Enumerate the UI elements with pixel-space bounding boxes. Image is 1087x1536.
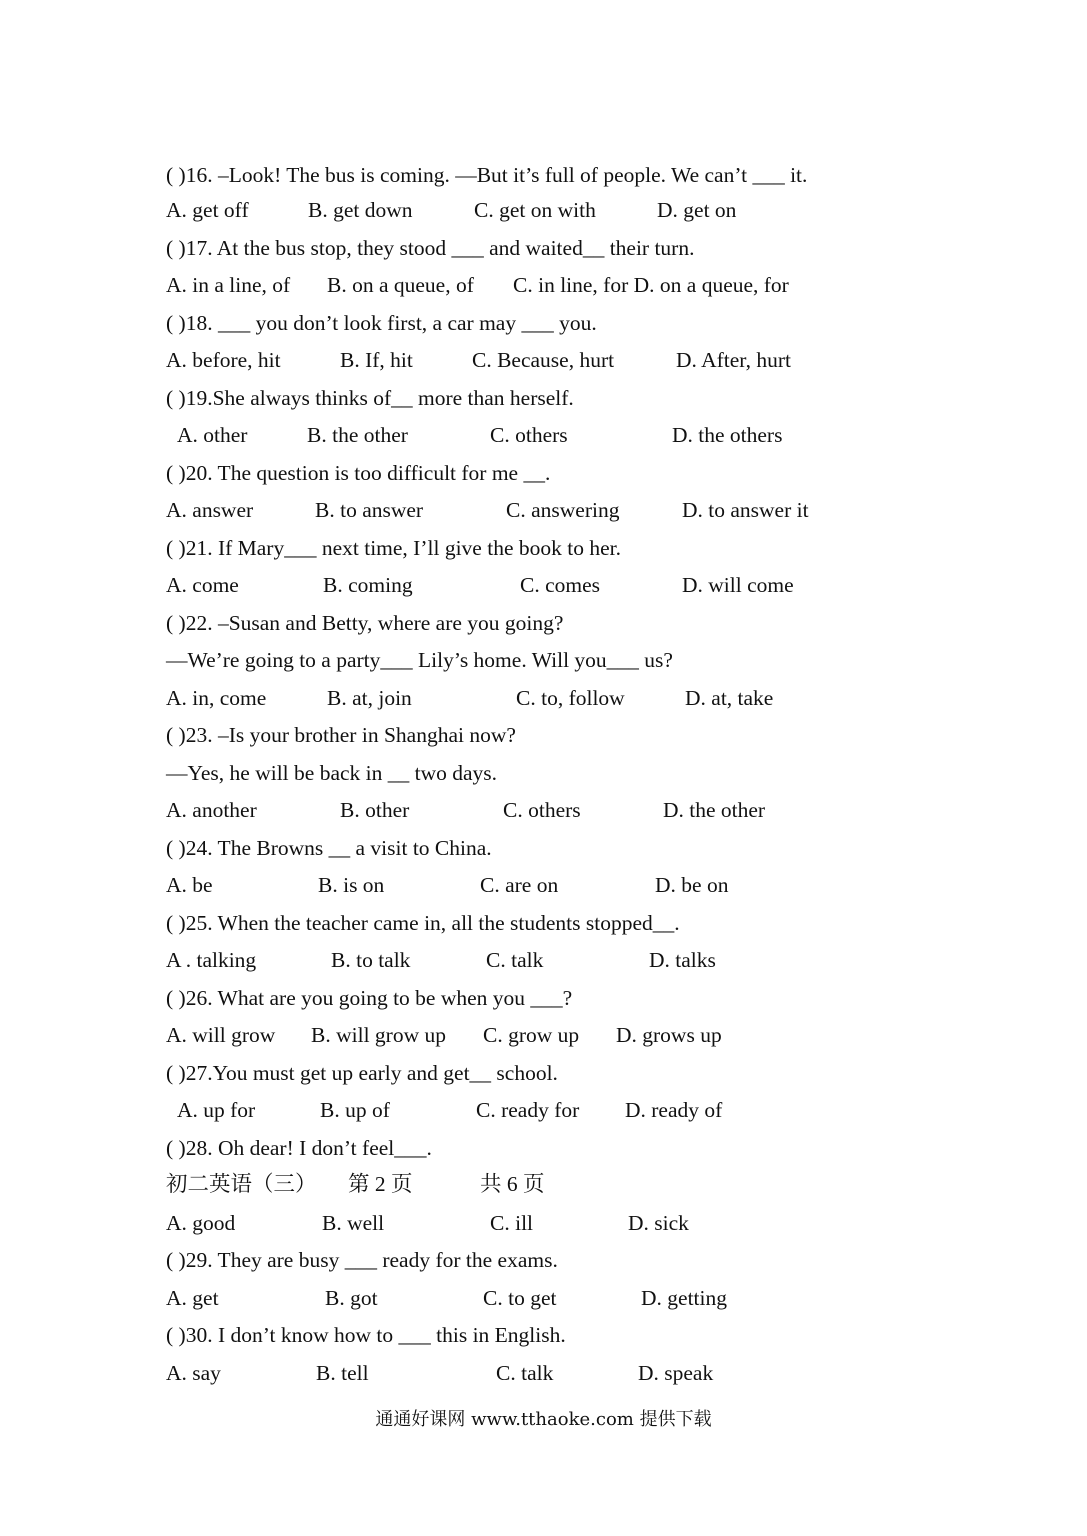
page-info-part: 初二英语（三） [166, 1172, 317, 1196]
line-text: ( )17. At the bus stop, they stood ___ and waited__ their turn. [166, 236, 695, 260]
line-text: ( )18. ___ you don’t look first, a car may ___ you. [166, 311, 597, 335]
question-text [0, 756, 1087, 790]
option: A. come [166, 573, 239, 597]
page-info-part: 第 2 页 [348, 1172, 413, 1196]
question-text [0, 1056, 1087, 1090]
line-text: ( )23. –Is your brother in Shanghai now? [166, 723, 516, 747]
option: C. to get [483, 1286, 557, 1310]
question-text [0, 158, 1087, 192]
option: C. ready for [476, 1098, 580, 1122]
option: A. good [166, 1211, 236, 1235]
option: D. the others [672, 423, 783, 447]
answer-options [0, 1206, 1087, 1240]
line-text: ( )21. If Mary___ next time, I’ll give the book to her. [166, 536, 621, 560]
option: B. coming [323, 573, 413, 597]
line-text: ( )22. –Susan and Betty, where are you going? [166, 611, 564, 635]
question-text [0, 306, 1087, 340]
option: C. others [503, 798, 581, 822]
answer-options [0, 1281, 1087, 1315]
option: A. say [166, 1361, 221, 1385]
question-text [0, 381, 1087, 415]
question-text [0, 1318, 1087, 1352]
line-text: —We’re going to a party___ Lily’s home. Will you___ us? [166, 648, 673, 672]
line-text: ( )26. What are you going to be when you ___? [166, 986, 573, 1010]
option: A. in a line, of [166, 273, 291, 297]
question-text [0, 906, 1087, 940]
option: B. to talk [331, 948, 411, 972]
option: C. Because, hurt [472, 348, 615, 372]
option: B. well [322, 1211, 385, 1235]
question-text [0, 1131, 1087, 1165]
option: B. the other [307, 423, 408, 447]
question-text [0, 718, 1087, 752]
option: D. the other [663, 798, 766, 822]
option: C. are on [480, 873, 559, 897]
option: A. another [166, 798, 257, 822]
option: C. comes [520, 573, 601, 597]
option: D. After, hurt [676, 348, 791, 372]
option: D. will come [682, 573, 794, 597]
line-text: ( )16. –Look! The bus is coming. —But it’s full of people. We can’t ___ it. [166, 163, 808, 187]
option: B. will grow up [311, 1023, 446, 1047]
option: D. talks [649, 948, 716, 972]
option: D. be on [655, 873, 729, 897]
option: B. get down [308, 198, 413, 222]
option: B. up of [320, 1098, 390, 1122]
option: B. on a queue, of [327, 273, 474, 297]
question-text [0, 643, 1087, 677]
option: C. answering [506, 498, 620, 522]
question-text [0, 981, 1087, 1015]
option: C. talk [496, 1361, 554, 1385]
option: D. at, take [685, 686, 774, 710]
answer-options [0, 1018, 1087, 1052]
answer-options [0, 193, 1087, 227]
answer-options [0, 493, 1087, 527]
answer-options [0, 1356, 1087, 1390]
option: D. grows up [616, 1023, 722, 1047]
answer-options [0, 868, 1087, 902]
option: C. others [490, 423, 568, 447]
answer-options [0, 268, 1087, 302]
option: C. get on with [474, 198, 596, 222]
option: C. in line, for D. on a queue, for [513, 273, 789, 297]
option: C. talk [486, 948, 544, 972]
option: A. will grow [166, 1023, 276, 1047]
line-text: ( )25. When the teacher came in, all the students stopped__. [166, 911, 680, 935]
line-text: ( )27.You must get up early and get__ school. [166, 1061, 558, 1085]
option: C. grow up [483, 1023, 580, 1047]
answer-options [0, 943, 1087, 977]
option: A. in, come [166, 686, 267, 710]
page-footer: 通通好课网 www.tthaoke.com 提供下载 [375, 1409, 712, 1430]
option: B. got [325, 1286, 378, 1310]
answer-options [0, 343, 1087, 377]
option: D. ready of [625, 1098, 723, 1122]
question-text [0, 531, 1087, 565]
option: A. up for [177, 1098, 256, 1122]
line-text: ( )24. The Browns __ a visit to China. [166, 836, 492, 860]
option: D. speak [638, 1361, 714, 1385]
line-text: ( )28. Oh dear! I don’t feel___. [166, 1136, 432, 1160]
answer-options [0, 418, 1087, 452]
option: A. before, hit [166, 348, 281, 372]
option: A. answer [166, 498, 254, 522]
question-text [0, 231, 1087, 265]
line-text: —Yes, he will be back in __ two days. [166, 761, 498, 785]
answer-options [0, 1093, 1087, 1127]
option: B. other [340, 798, 410, 822]
question-text [0, 456, 1087, 490]
line-text: ( )29. They are busy ___ ready for the exams. [166, 1248, 558, 1272]
option: B. tell [316, 1361, 369, 1385]
answer-options [0, 793, 1087, 827]
option: B. at, join [327, 686, 412, 710]
line-text: ( )20. The question is too difficult for me __. [166, 461, 551, 485]
option: B. If, hit [340, 348, 413, 372]
answer-options [0, 568, 1087, 602]
line-text: ( )30. I don’t know how to ___ this in English. [166, 1323, 566, 1347]
line-text: ( )19.She always thinks of__ more than herself. [166, 386, 574, 410]
option: D. sick [628, 1211, 689, 1235]
option: A. get off [166, 198, 249, 222]
option: D. get on [657, 198, 737, 222]
option: D. getting [641, 1286, 727, 1310]
question-text [0, 606, 1087, 640]
option: A. other [177, 423, 248, 447]
question-text [0, 831, 1087, 865]
option: A. be [166, 873, 213, 897]
page-info-part: 共 6 页 [480, 1172, 545, 1196]
option: D. to answer it [682, 498, 809, 522]
option: B. to answer [315, 498, 424, 522]
question-text [0, 1243, 1087, 1277]
option: C. to, follow [516, 686, 625, 710]
page-info [0, 1167, 1087, 1201]
option: A . talking [166, 948, 257, 972]
option: B. is on [318, 873, 385, 897]
option: A. get [166, 1286, 219, 1310]
answer-options [0, 681, 1087, 715]
option: C. ill [490, 1211, 534, 1235]
